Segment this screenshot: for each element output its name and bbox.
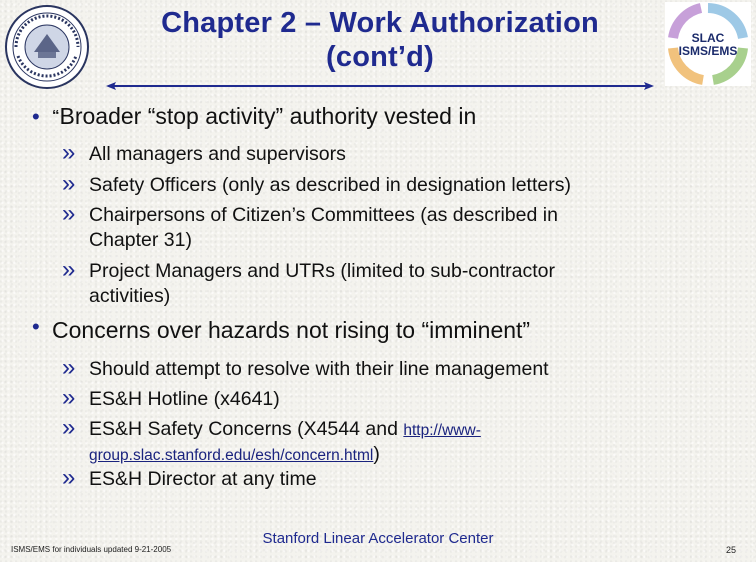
bullet-marker: • [32,104,40,129]
sub-bullet-marker: » [62,139,76,166]
title-arrow-rule [106,82,654,90]
sub-bullet-2-3-line-1 [89,416,481,444]
doe-seal-icon [4,4,90,90]
bullet-1-text [52,102,476,130]
title-line-1: Chapter 2 – Work Authorization [161,7,599,39]
sub-bullet-marker: » [62,170,76,197]
bullet-1-label: Broader “stop activity” authority vested in [59,103,477,129]
sub-bullet-2-3-suffix: ) [373,443,380,465]
concern-link-part-1[interactable]: http://www- [403,422,481,439]
sub-bullet-2-3-prefix: ES&H Safety Concerns (X4544 and [89,418,404,440]
ems-logo-line-2: ISMS/EMS [678,44,738,58]
bullet-2-text: Concerns over hazards not rising to “imminent” [52,317,531,343]
title-line-2: (cont’d) [326,41,434,73]
sub-bullet-2-3-line-2 [89,441,380,469]
sub-bullet-marker: » [62,464,76,491]
sub-bullet-1-4-line-2: activities) [89,285,171,307]
sub-bullet-2-2: ES&H Hotline (x4641) [89,388,280,410]
footer-left-text: ISMS/EMS for individuals updated 9-21-2005 [11,545,172,554]
sub-bullet-marker: » [62,384,76,411]
sub-bullet-2-1: Should attempt to resolve with their line management [89,358,549,380]
sub-bullet-1-4-line-1: Project Managers and UTRs (limited to sub-contractor [89,260,556,282]
sub-bullet-marker: » [62,354,76,381]
footer-center-text: Stanford Linear Accelerator Center [262,530,494,547]
sub-bullet-marker: » [62,256,76,283]
sub-bullet-1-3-line-2: Chapter 31) [89,229,192,251]
sub-bullet-1-2: Safety Officers (only as described in designation letters) [89,174,571,196]
ems-logo-line-1: SLAC [691,31,725,45]
isms-ems-logo [665,2,751,86]
page-number: 25 [726,545,737,555]
sub-bullet-marker: » [62,200,76,227]
concern-link-part-2[interactable]: group.slac.stanford.edu/esh/concern.html [89,447,374,464]
bullet-marker: • [32,314,40,339]
sub-bullet-marker: » [62,414,76,441]
sub-bullet-1-3-line-1: Chairpersons of Citizen’s Committees (as described in [89,204,558,226]
sub-bullet-1-1: All managers and supervisors [89,143,346,165]
slide-title [110,6,650,74]
sub-bullet-2-4: ES&H Director at any time [89,468,317,490]
bullet-1-lead-quote: “ [52,107,60,124]
ems-logo-text [665,32,751,58]
